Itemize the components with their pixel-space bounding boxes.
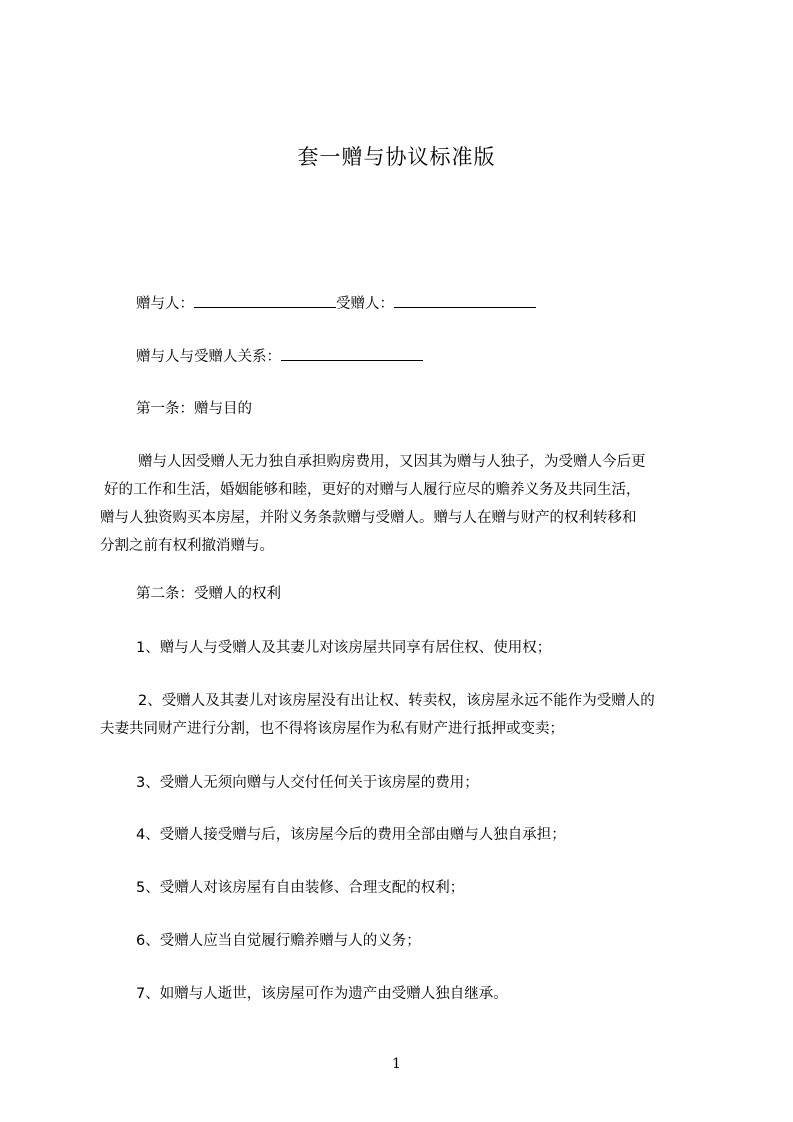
relation-label: 赠与人与受赠人关系：: [136, 349, 281, 365]
donee-blank[interactable]: [394, 292, 536, 308]
parties-line: [0, 292, 793, 314]
relation-line: [0, 345, 793, 367]
article2-item-2-line: 夫妻共同财产进行分割，也不得将该房屋作为私有财产进行抵押或变卖；: [100, 721, 564, 737]
donee-label: 受赠人：: [336, 296, 394, 312]
article2-heading: 第二条：受赠人的权利: [136, 586, 281, 602]
article2-item-7: 7、如赠与人逝世，该房屋可作为遗产由受赠人独自继承。: [136, 986, 508, 1002]
article2-item-3: 3、受赠人无须向赠与人交付任何关于该房屋的费用；: [136, 775, 479, 791]
article2-item-4: 4、受赠人接受赠与后，该房屋今后的费用全部由赠与人独自承担；: [136, 827, 566, 843]
page-number: 1: [392, 1056, 401, 1072]
article2-item-2: [100, 687, 712, 743]
relation-blank[interactable]: [281, 345, 423, 361]
article2-item-1: 1、赠与人与受赠人及其妻儿对该房屋共同享有居住权、使用权；: [136, 640, 552, 656]
donor-blank[interactable]: [194, 292, 336, 308]
article1-body: [100, 448, 712, 560]
article1-heading: 第一条：赠与目的: [136, 401, 252, 417]
article2-item-6: 6、受赠人应当自觉履行赡养赠与人的义务；: [136, 933, 421, 949]
article2-item-2-line: 2、受赠人及其妻儿对该房屋没有出让权、转卖权，该房屋永远不能作为受赠人的: [138, 693, 655, 709]
article1-line: 赠与人因受赠人无力独自承担购房费用，又因其为赠与人独子，为受赠人今后更: [138, 454, 646, 470]
article1-line: 好的工作和生活，婚姻能够和睦，更好的对赠与人履行应尽的赡养义务及共同生活，: [104, 482, 641, 498]
document-title: 套一赠与协议标准版: [297, 145, 496, 169]
donor-label: 赠与人：: [136, 296, 194, 312]
article1-line: 赠与人独资购买本房屋，并附义务条款赠与受赠人。赠与人在赠与财产的权利转移和: [100, 510, 637, 526]
article1-line: 分割之前有权利撤消赠与。: [100, 538, 274, 554]
article2-item-5: 5、受赠人对该房屋有自由装修、合理支配的权利；: [136, 880, 465, 896]
